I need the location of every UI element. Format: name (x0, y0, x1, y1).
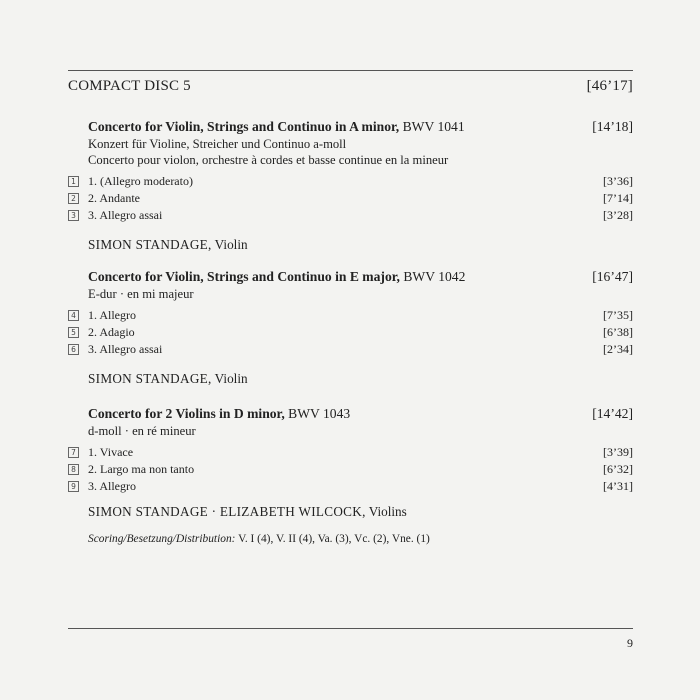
top-rule (68, 70, 633, 71)
movement-duration: [3’28] (603, 208, 633, 222)
track-number-box: 8 (68, 464, 79, 475)
movement-name: 2. Largo ma non tanto (88, 462, 195, 476)
track-number-box: 2 (68, 193, 79, 204)
movement-name: 3. Allegro (88, 479, 136, 493)
work-subtitle: d-moll · en ré mineur (88, 424, 196, 438)
work-duration: [16’47] (592, 269, 633, 284)
work-catalog: BWV 1043 (284, 406, 351, 421)
work-bwv1041 (68, 118, 633, 254)
work-title-bold: Concerto for Violin, Strings and Continuo in E major, (88, 269, 400, 284)
movement-name: 2. Adagio (88, 325, 135, 339)
movement-duration: [4’31] (603, 479, 633, 493)
movement-name: 1. Vivace (88, 445, 134, 459)
work-duration: [14’42] (592, 406, 633, 421)
work-bwv1042 (68, 268, 633, 388)
track-number-box: 5 (68, 327, 79, 338)
performer-instrument: Violin (211, 371, 248, 386)
track-row (68, 478, 633, 495)
work-title-bold: Concerto for Violin, Strings and Continuo in A minor, (88, 119, 400, 134)
performer-name: SIMON STANDAGE, (88, 371, 212, 386)
track-number-box: 9 (68, 481, 79, 492)
track-row (68, 324, 633, 341)
movement-duration: [7’35] (603, 308, 633, 322)
work-bwv1043 (68, 405, 633, 547)
track-number-box: 4 (68, 310, 79, 321)
work-subtitle-fr: Concerto pour violon, orchestre à cordes et basse continue en la mineur (88, 153, 449, 167)
movement-duration: [6’32] (603, 462, 633, 476)
track-number-box: 6 (68, 344, 79, 355)
movement-duration: [7’14] (603, 191, 633, 205)
scoring-label: Scoring/Besetzung/Distribution: (88, 533, 236, 545)
work-title-bold: Concerto for 2 Violins in D minor, (88, 406, 285, 421)
movement-duration: [3’36] (603, 174, 633, 188)
bottom-rule (68, 628, 633, 629)
work-duration: [14’18] (592, 119, 633, 134)
track-row (68, 190, 633, 207)
work-catalog: BWV 1042 (399, 269, 466, 284)
performer-instrument: Violins (365, 504, 407, 519)
disc-total-duration: [46’17] (586, 78, 633, 94)
disc-title: COMPACT DISC 5 (68, 78, 191, 94)
track-number-box: 3 (68, 210, 79, 221)
movement-duration: [3’39] (603, 445, 633, 459)
page-number: 9 (627, 636, 633, 650)
movement-name: 2. Andante (88, 191, 140, 205)
work-subtitle: E-dur · en mi majeur (88, 287, 194, 301)
track-number-box: 7 (68, 447, 79, 458)
work-catalog: BWV 1041 (399, 119, 465, 134)
track-row (68, 341, 633, 358)
performer-name: SIMON STANDAGE, (88, 237, 212, 252)
track-row (68, 173, 633, 190)
track-row (68, 307, 633, 324)
track-row (68, 207, 633, 224)
movement-duration: [6’38] (603, 325, 633, 339)
track-number-box: 1 (68, 176, 79, 187)
performer-name: SIMON STANDAGE · ELIZABETH WILCOCK, (88, 504, 366, 519)
work-title (88, 405, 633, 423)
scoring-value: V. I (4), V. II (4), Va. (3), Vc. (2), Vne. (1) (235, 533, 430, 545)
track-row (68, 444, 633, 461)
scoring-line (88, 531, 633, 547)
movement-duration: [2’34] (603, 342, 633, 356)
movement-name: 3. Allegro assai (88, 208, 163, 222)
work-title (88, 268, 633, 286)
movement-name: 1. (Allegro moderato) (88, 174, 193, 188)
performer (88, 503, 633, 521)
performer-instrument: Violin (211, 237, 248, 252)
work-subtitle-de: Konzert für Violine, Streicher und Continuo a-moll (88, 137, 347, 151)
disc-header (68, 78, 633, 98)
movement-name: 3. Allegro assai (88, 342, 163, 356)
track-row (68, 461, 633, 478)
movement-name: 1. Allegro (88, 308, 136, 322)
performer (88, 370, 633, 388)
work-title (88, 118, 633, 136)
performer (88, 236, 633, 254)
